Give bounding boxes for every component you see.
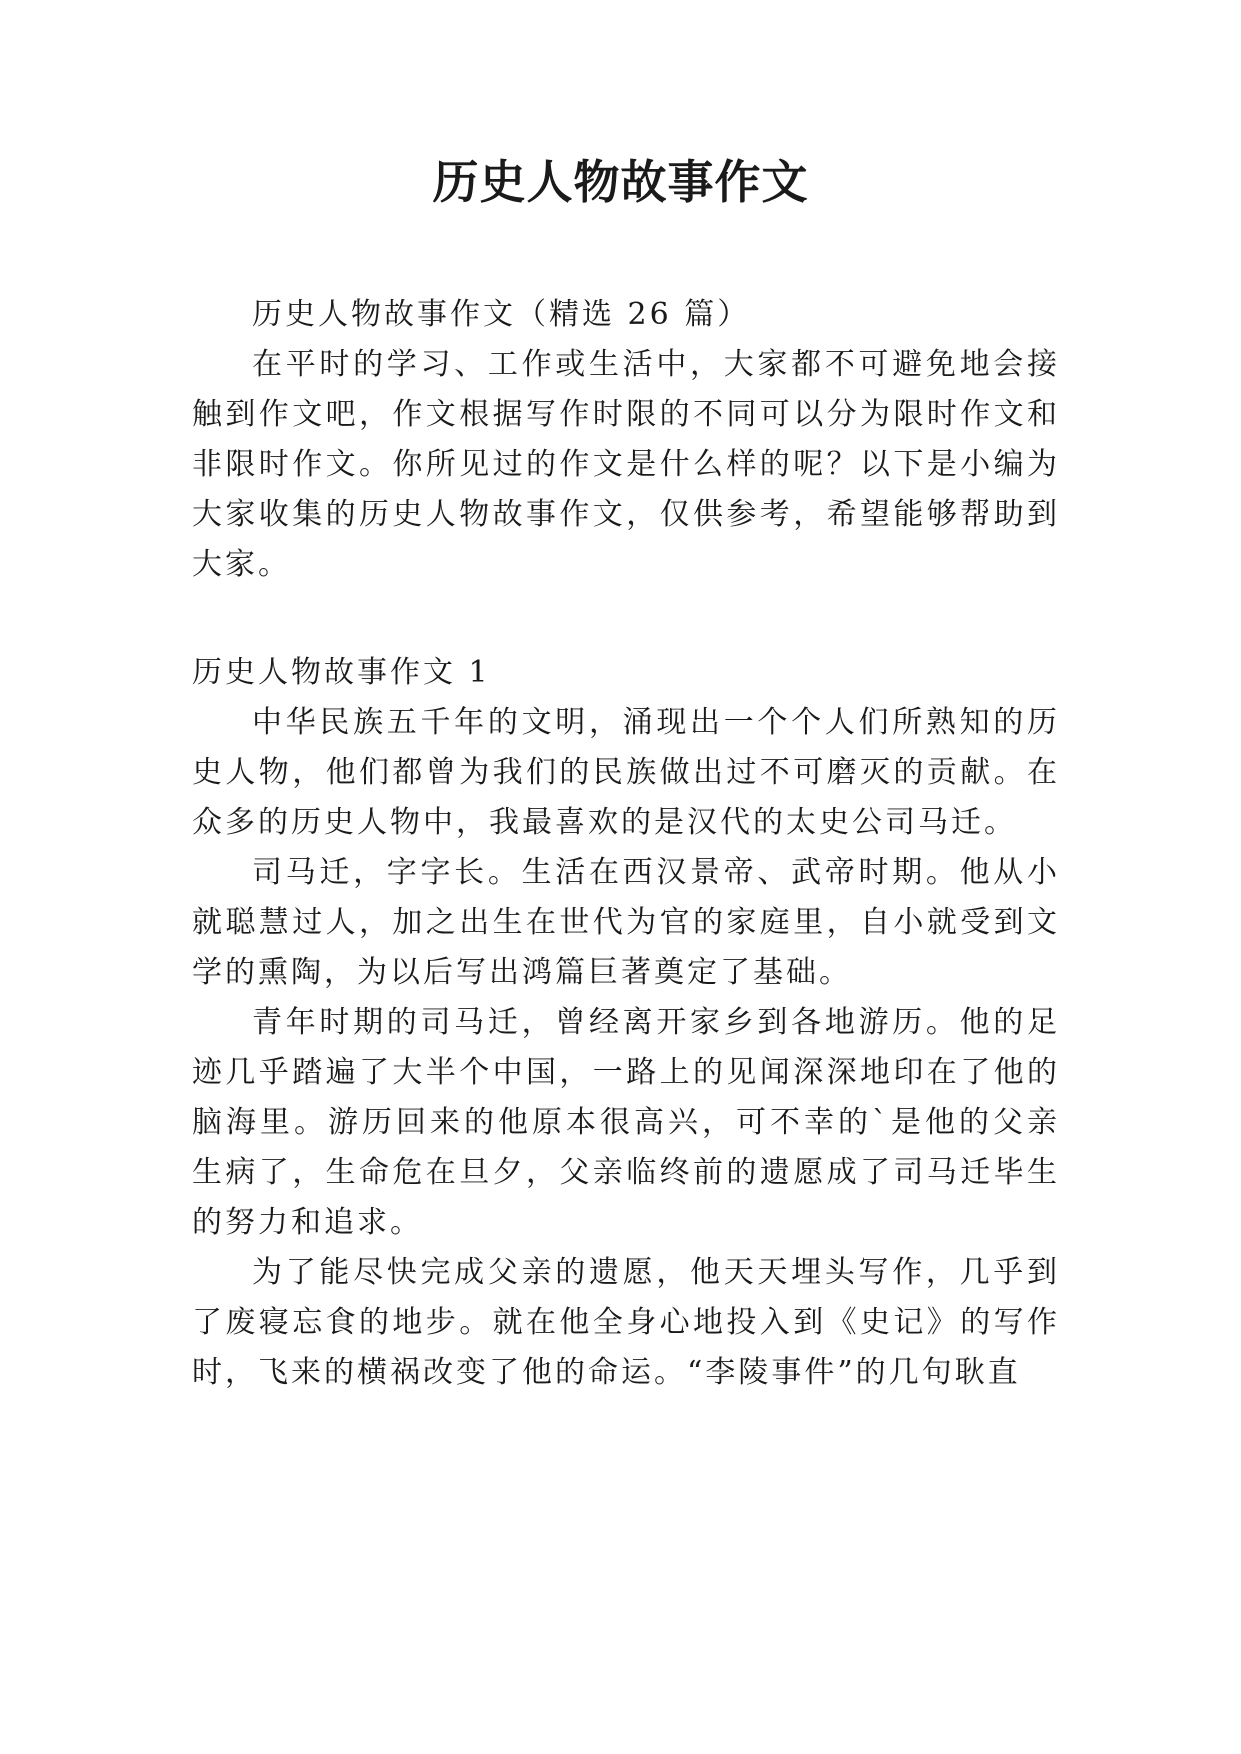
document-body [192,290,1060,1398]
body-paragraph-2: 司马迁，字字长。生活在西汉景帝、武帝时期。他从小就聪慧过人，加之出生在世代为官的家庭里，自小就受到文学的熏陶，为以后写出鸿篇巨著奠定了基础。 [192,855,1060,990]
body-paragraph-4: 为了能尽快完成父亲的遗愿，他天天埋头写作，几乎到了废寝忘食的地步。就在他全身心地投入到《史记》的写作时，飞来的横祸改变了他的命运。“李陵事件”的几句耿直 [192,1255,1060,1390]
body-paragraph-1: 中华民族五千年的文明，涌现出一个个人们所熟知的历史人物，他们都曾为我们的民族做出过不可磨灭的贡献。在众多的历史人物中，我最喜欢的是汉代的太史公司马迁。 [192,705,1060,840]
document-subtitle: 历史人物故事作文（精选 26 篇） [252,297,751,332]
document-title: 历史人物故事作文 [432,155,809,209]
section-heading: 历史人物故事作文 1 [192,655,491,690]
body-paragraph-3: 青年时期的司马迁，曾经离开家乡到各地游历。他的足迹几乎踏遍了大半个中国，一路上的见闻深深地印在了他的脑海里。游历回来的他原本很高兴，可不幸的`是他的父亲生病了，生命危在旦夕，父亲临终前的遗愿成了司马迁毕生的努力和追求。 [192,1005,1060,1240]
intro-paragraph: 在平时的学习、工作或生活中，大家都不可避免地会接触到作文吧，作文根据写作时限的不同可以分为限时作文和非限时作文。你所见过的作文是什么样的呢？以下是小编为大家收集的历史人物故事作文，仅供参考，希望能够帮助到大家。 [192,347,1060,582]
